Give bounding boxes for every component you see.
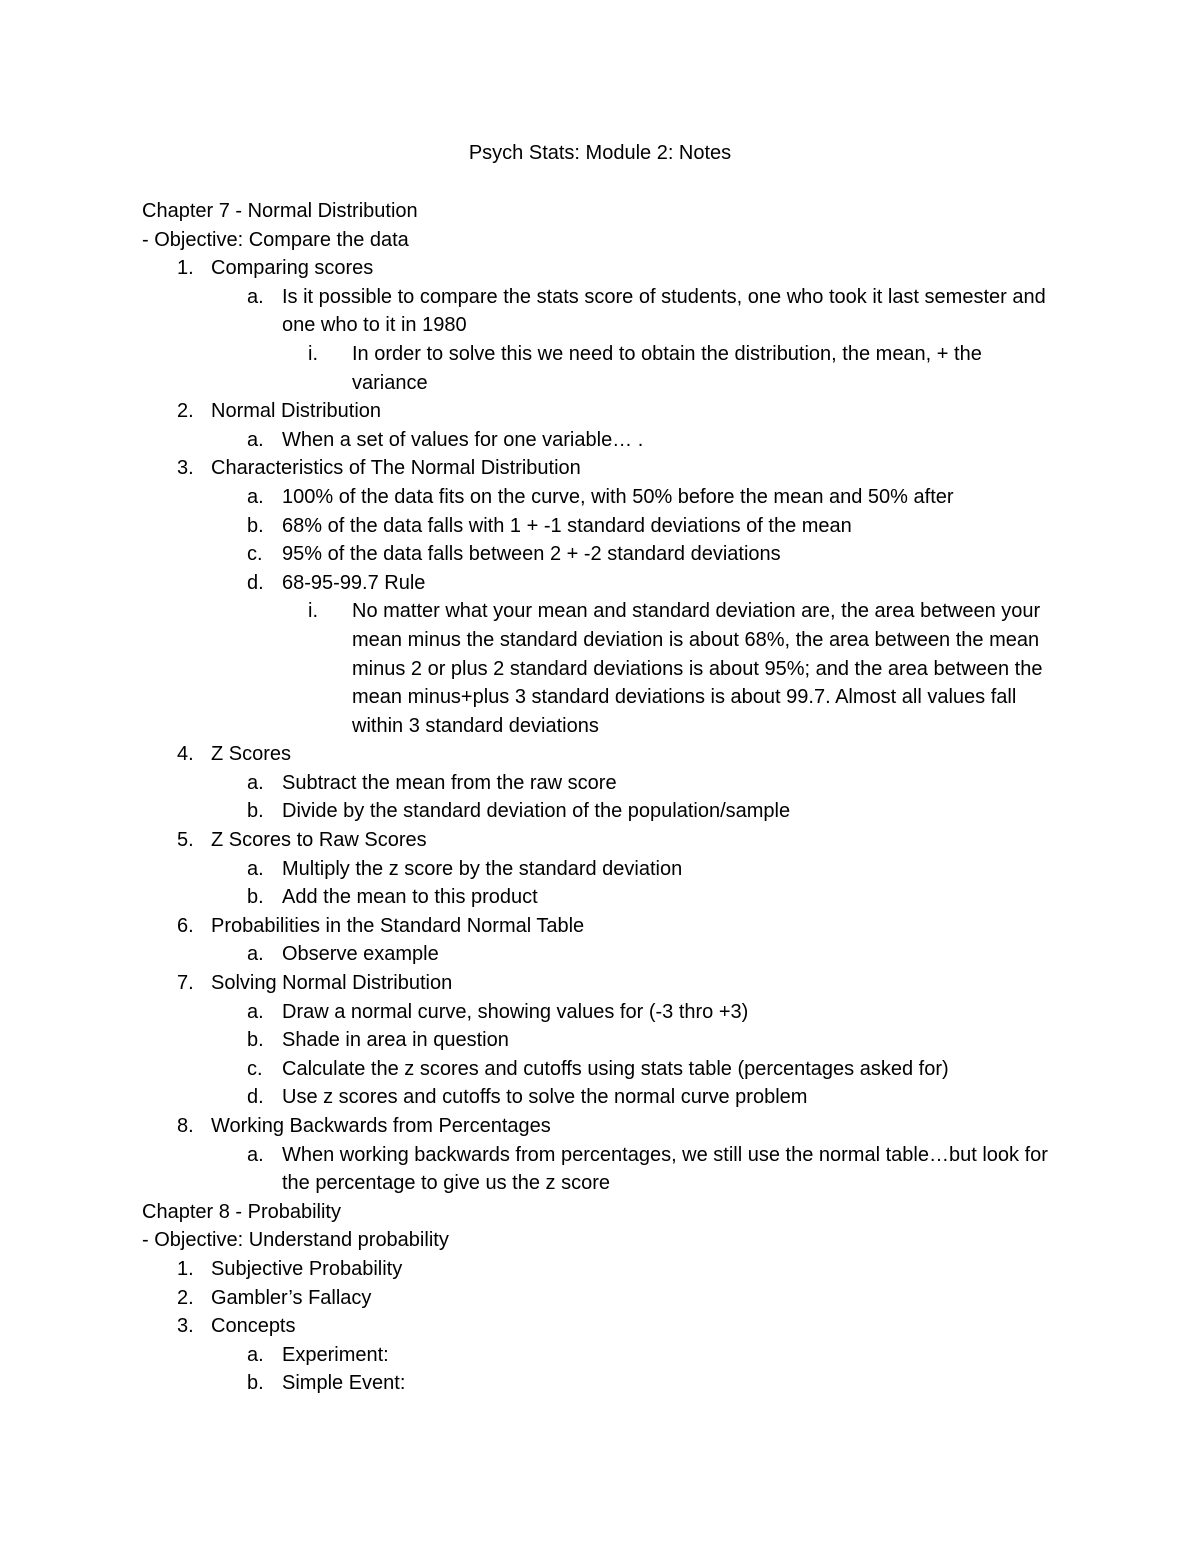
list-item	[142, 512, 1062, 541]
list-item	[142, 1055, 1062, 1084]
list-marker: a.	[247, 943, 264, 966]
list-item-text: Z Scores	[211, 743, 292, 766]
list-marker: 5.	[177, 829, 194, 852]
outline-heading	[142, 197, 1062, 226]
list-item	[142, 540, 1062, 569]
list-item	[142, 740, 1062, 769]
list-item-text: Probabilities in the Standard Normal Table	[211, 914, 585, 937]
list-item-text: Characteristics of The Normal Distribution	[211, 457, 581, 480]
list-marker: 3.	[177, 1315, 194, 1338]
list-item	[142, 1083, 1062, 1112]
list-item	[142, 1341, 1062, 1370]
list-item-text: In order to solve this we need to obtain the distribution, the mean, + the variance	[352, 342, 982, 394]
list-item	[142, 998, 1062, 1027]
list-marker: c.	[247, 543, 263, 566]
list-item-text: Add the mean to this product	[282, 886, 538, 909]
list-item	[142, 340, 1062, 397]
list-item	[142, 769, 1062, 798]
list-marker: a.	[247, 428, 264, 451]
list-marker: 1.	[177, 257, 194, 280]
list-marker: 2.	[177, 400, 194, 423]
list-marker: b.	[247, 800, 264, 823]
list-item-text: - Objective: Understand probability	[142, 1229, 449, 1252]
list-item-text: Experiment:	[282, 1343, 389, 1366]
list-marker: 7.	[177, 972, 194, 995]
list-item	[142, 1284, 1062, 1313]
list-marker: d.	[247, 1086, 264, 1109]
list-marker: 8.	[177, 1115, 194, 1137]
list-item	[142, 826, 1062, 855]
list-item-text: Multiply the z score by the standard deviation	[282, 857, 683, 880]
list-item	[142, 454, 1062, 483]
list-item	[142, 483, 1062, 512]
document-title: Psych Stats: Module 2: Notes	[468, 142, 732, 164]
list-item	[142, 597, 1062, 740]
list-item	[142, 283, 1062, 340]
list-item-text: Shade in area in question	[282, 1029, 509, 1052]
list-item-text: Normal Distribution	[211, 400, 382, 423]
list-marker: 4.	[177, 743, 194, 766]
list-item-text: When working backwards from percentages, we still use the normal table…but look for the percentage to give us the z score	[282, 1143, 1048, 1195]
list-item-text: 68% of the data falls with 1 + -1 standard deviations of the mean	[282, 514, 852, 537]
list-item-text: 68-95-99.7 Rule	[282, 571, 426, 594]
outline-heading	[142, 1226, 1062, 1255]
list-item-text: Use z scores and cutoffs to solve the normal curve problem	[282, 1086, 808, 1109]
list-item	[142, 855, 1062, 884]
list-marker: a.	[247, 485, 264, 508]
list-item-text: Concepts	[211, 1315, 296, 1338]
list-item-text: Z Scores to Raw Scores	[211, 829, 427, 852]
list-marker: i.	[308, 342, 318, 365]
list-item-text: Solving Normal Distribution	[211, 972, 453, 995]
list-marker: 1.	[177, 1257, 194, 1280]
list-item	[142, 569, 1062, 598]
list-item-text: Divide by the standard deviation of the population/sample	[282, 800, 791, 823]
list-item-text: 100% of the data fits on the curve, with 50% before the mean and 50% after	[282, 485, 954, 508]
list-marker: a.	[247, 1143, 264, 1166]
list-item-text: Working Backwards from Percentages	[211, 1115, 551, 1137]
outline-heading	[142, 226, 1062, 255]
list-item	[142, 883, 1062, 912]
list-item-text: Comparing scores	[211, 257, 374, 280]
list-item-text: When a set of values for one variable… .	[282, 428, 644, 451]
list-marker: i.	[308, 600, 318, 623]
list-item	[142, 426, 1062, 455]
list-marker: b.	[247, 1029, 264, 1052]
list-item-text: Subjective Probability	[211, 1257, 403, 1280]
list-item	[142, 397, 1062, 426]
list-item	[142, 969, 1062, 998]
list-item	[142, 912, 1062, 941]
list-marker: a.	[247, 1000, 264, 1023]
list-item-text: Is it possible to compare the stats score of students, one who took it last semester and one who to it in 1980	[282, 285, 1046, 337]
list-item-text: Gambler’s Fallacy	[211, 1286, 372, 1309]
list-marker: b.	[247, 1372, 264, 1395]
list-item	[142, 254, 1062, 283]
list-item	[142, 1141, 1062, 1198]
list-item	[142, 797, 1062, 826]
list-item-text: Chapter 8 - Probability	[142, 1200, 341, 1223]
list-marker: b.	[247, 886, 264, 909]
notes-outline	[142, 197, 1062, 1398]
list-marker: 6.	[177, 914, 194, 937]
list-marker: 2.	[177, 1286, 194, 1309]
list-marker: 3.	[177, 457, 194, 480]
list-item-text: Chapter 7 - Normal Distribution	[142, 200, 418, 222]
list-item-text: Calculate the z scores and cutoffs using stats table (percentages asked for)	[282, 1057, 949, 1080]
list-item	[142, 1369, 1062, 1398]
list-item-text: 95% of the data falls between 2 + -2 standard deviations	[282, 543, 781, 566]
list-item-text: Draw a normal curve, showing values for (-3 thro +3)	[282, 1000, 749, 1023]
list-item-text: Subtract the mean from the raw score	[282, 771, 617, 794]
list-item	[142, 1026, 1062, 1055]
list-marker: a.	[247, 857, 264, 880]
list-item	[142, 1255, 1062, 1284]
list-item-text: Simple Event:	[282, 1372, 406, 1395]
list-item-text: No matter what your mean and standard deviation are, the area between your mean minus the standard deviation is about 68%, the area between the mean minus 2 or plus 2 standard deviations is about 95%; and the area between the mean minus+plus 3 standard deviations is about 99.7. Almost all values fall within 3 standard deviations	[352, 600, 1043, 737]
list-item	[142, 1312, 1062, 1341]
list-marker: b.	[247, 514, 264, 537]
list-item	[142, 940, 1062, 969]
list-marker: a.	[247, 771, 264, 794]
list-marker: a.	[247, 1343, 264, 1366]
list-marker: c.	[247, 1057, 263, 1080]
outline-heading	[142, 1198, 1062, 1227]
list-marker: a.	[247, 285, 264, 308]
list-item	[142, 1112, 1062, 1141]
list-marker: d.	[247, 571, 264, 594]
list-item-text: - Objective: Compare the data	[142, 228, 409, 251]
list-item-text: Observe example	[282, 943, 439, 966]
